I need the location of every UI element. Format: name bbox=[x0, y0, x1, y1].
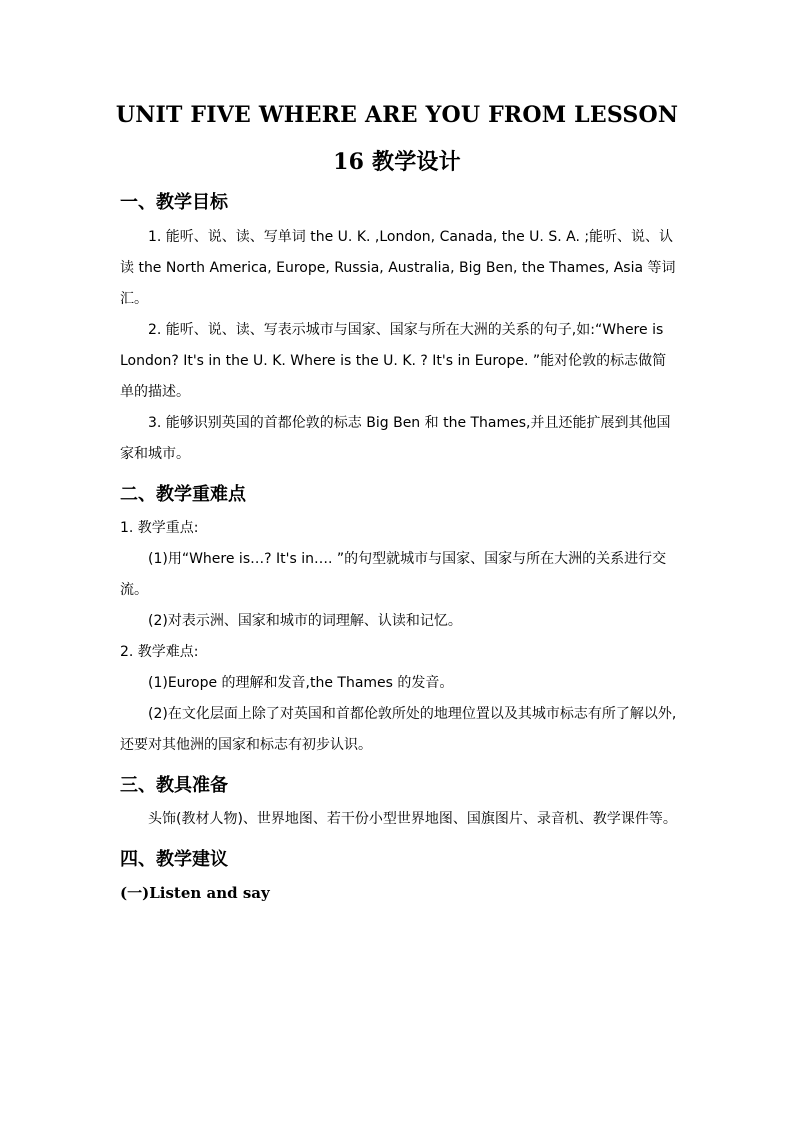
key-points-label: 1. 教学重点: bbox=[120, 520, 199, 536]
section-heading-key-points: 二、教学重难点 bbox=[120, 484, 246, 505]
materials-paragraph: 头饰(教材人物)、世界地图、若干份小型世界地图、国旗图片、录音机、教学课件等。 bbox=[148, 811, 677, 827]
section-heading-suggestions: 四、教学建议 bbox=[120, 849, 228, 870]
key-point-2: (2)对表示洲、国家和城市的词理解、认读和记忆。 bbox=[148, 613, 462, 629]
document-title-line1: UNIT FIVE WHERE ARE YOU FROM LESSON bbox=[115, 102, 679, 128]
document-title-line2: 16 教学设计 bbox=[333, 149, 461, 175]
subsection-listen-and-say: (一)Listen and say bbox=[120, 884, 270, 902]
section-heading-objectives: 一、教学目标 bbox=[120, 192, 228, 213]
objective-paragraph-1: 1. 能听、说、读、写单词 the U. K. ,London, Canada, the U. S. A. ;能听、说、认读 the North America, Europe, Russia, Australia, Big Ben, the Thames, Asia 等词汇。 bbox=[120, 229, 676, 307]
section-heading-materials: 三、教具准备 bbox=[120, 775, 228, 796]
difficult-point-2: (2)在文化层面上除了对英国和首都伦敦所处的地理位置以及其城市标志有所了解以外,还要对其他洲的国家和标志有初步认识。 bbox=[120, 706, 677, 753]
key-point-1: (1)用“Where is…? It's in…. ”的句型就城市与国家、国家与所在大洲的关系进行交流。 bbox=[120, 551, 667, 598]
difficult-point-1: (1)Europe 的理解和发音,the Thames 的发音。 bbox=[148, 675, 454, 691]
objective-paragraph-2: 2. 能听、说、读、写表示城市与国家、国家与所在大洲的关系的句子,如:“Where is London? It's in the U. K. Where is the U. K. ? It's in Europe. ”能对伦敦的标志做简单的描述。 bbox=[120, 322, 667, 400]
difficult-points-label: 2. 教学难点: bbox=[120, 644, 199, 660]
objective-paragraph-3: 3. 能够识别英国的首都伦敦的标志 Big Ben 和 the Thames,并且还能扩展到其他国家和城市。 bbox=[120, 415, 671, 462]
